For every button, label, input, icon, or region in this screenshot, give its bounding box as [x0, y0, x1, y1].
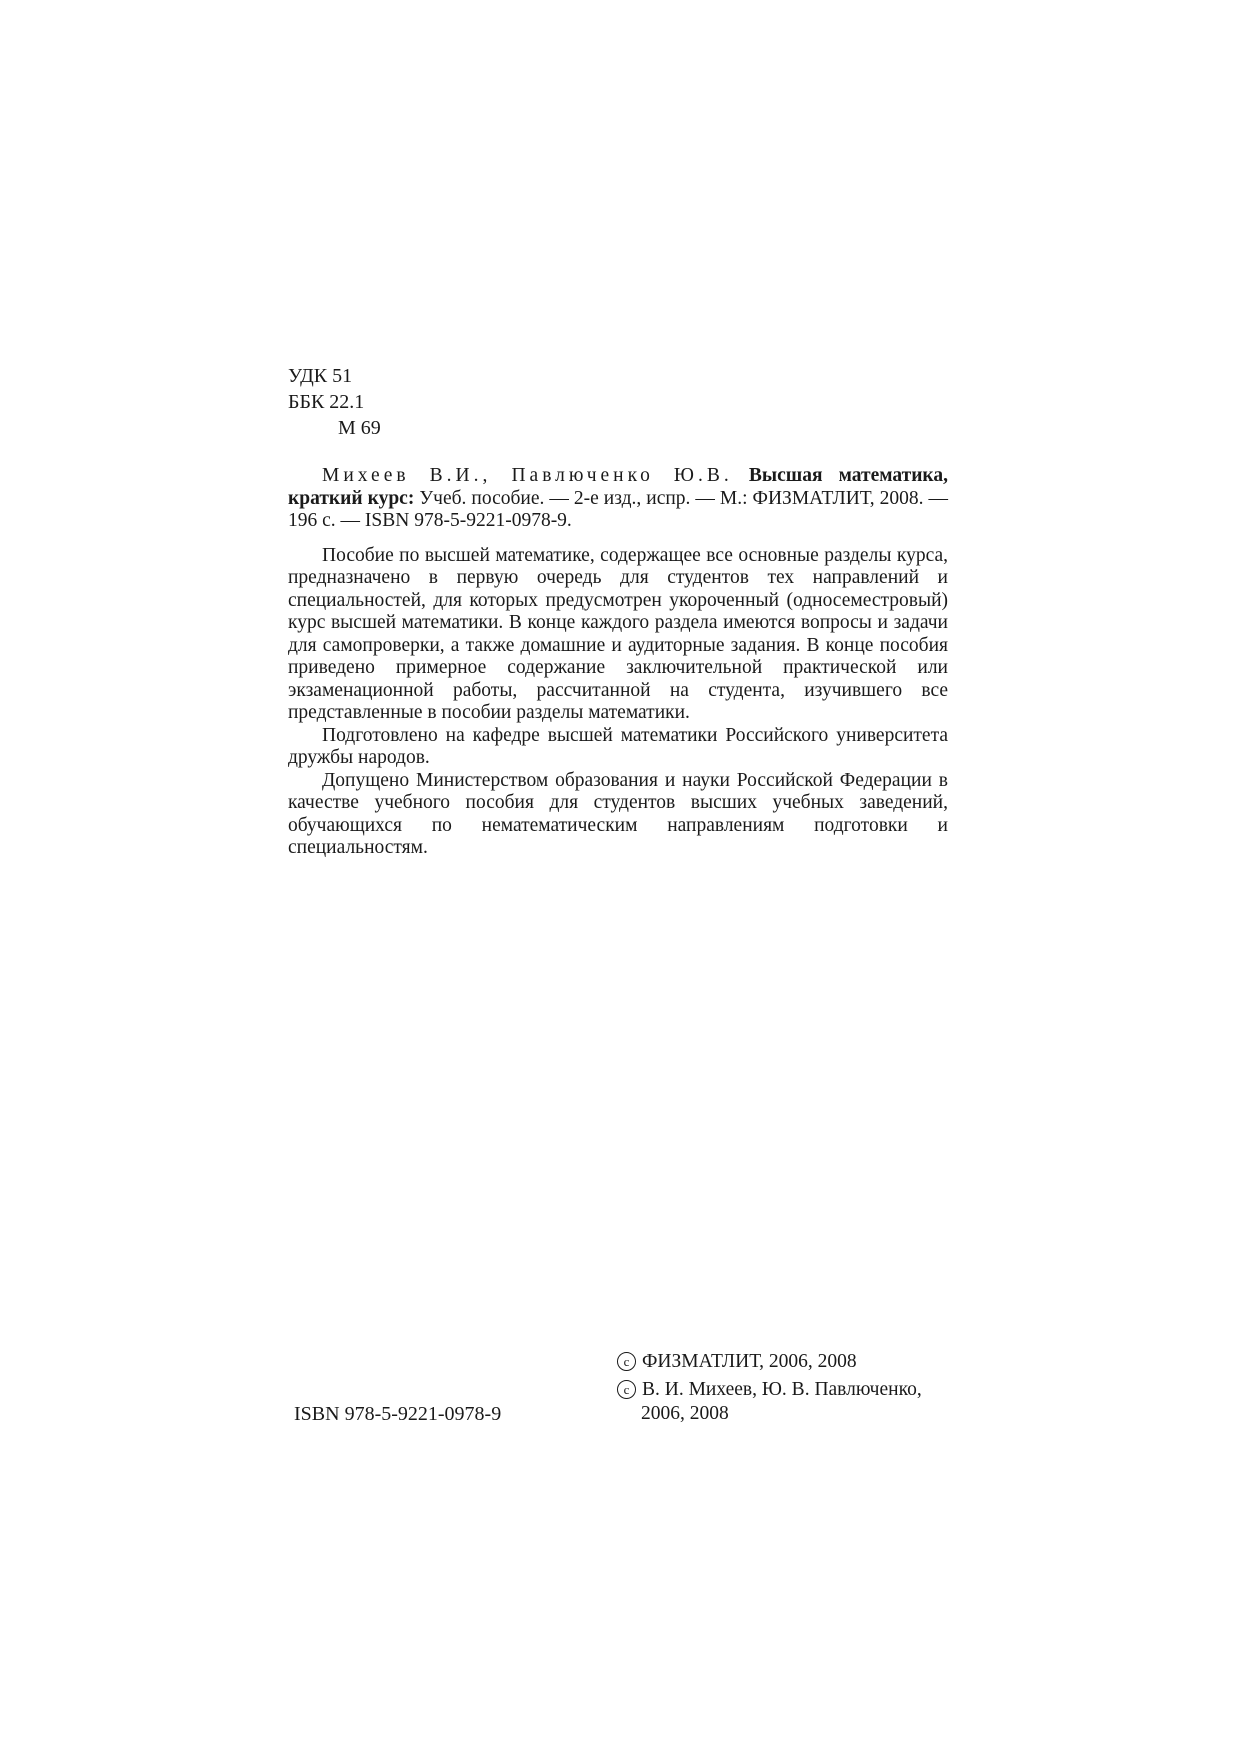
- abstract-paragraph: Пособие по высшей математике, содержащее все основные разделы курса, предназначено в первую очередь для студентов тех направлений и специальностей, для которых предусмотрен укороченный (односеместровый) курс высшей математики. В конце каждого раздела имеются вопросы и задачи для самопроверки, а также домашние и аудиторные задания. В конце пособия приведено примерное содержание заключительной практической или экзаменационной работы, рассчитанной на студента, изучившего все представленные в пособии разделы математики.: [288, 544, 948, 723]
- copyright-publisher: [617, 1350, 947, 1374]
- copyright-icon: c: [617, 1380, 636, 1399]
- copyright-authors-years: 2006, 2008: [641, 1403, 729, 1424]
- citation-title: Высшая математика, краткий курс:: [288, 465, 948, 509]
- citation-details: Учеб. пособие. — 2-е изд., испр. — М.: ФИЗМАТЛИТ, 2008. — 196 с. — ISBN 978-5-9221-0978-9.: [288, 487, 948, 531]
- copyright-block: [617, 1350, 947, 1430]
- isbn: ISBN 978-5-9221-0978-9: [294, 1403, 502, 1425]
- main-text: [288, 465, 948, 860]
- udk-code: УДК 51: [288, 365, 353, 387]
- approval-paragraph: Допущено Министерством образования и науки Российской Федерации в качестве учебного пособия для студентов высших учебных заведений, обучающихся по нематематическим направлениям подготовки и специальностям.: [288, 769, 948, 858]
- department-paragraph: Подготовлено на кафедре высшей математики Российского университета дружбы народов.: [288, 724, 948, 768]
- citation-authors: Михеев В.И., Павлюченко Ю.В.: [322, 465, 733, 486]
- classification-block: [288, 363, 381, 441]
- copyright-icon: c: [617, 1352, 636, 1371]
- copyright-authors: [617, 1378, 947, 1426]
- bibliographic-citation: [288, 465, 948, 533]
- author-mark: М 69: [338, 417, 381, 439]
- copyright-publisher-text: ФИЗМАТЛИТ, 2006, 2008: [642, 1351, 857, 1372]
- copyright-authors-text: В. И. Михеев, Ю. В. Павлюченко,: [642, 1379, 922, 1400]
- bbk-code: ББК 22.1: [288, 391, 365, 413]
